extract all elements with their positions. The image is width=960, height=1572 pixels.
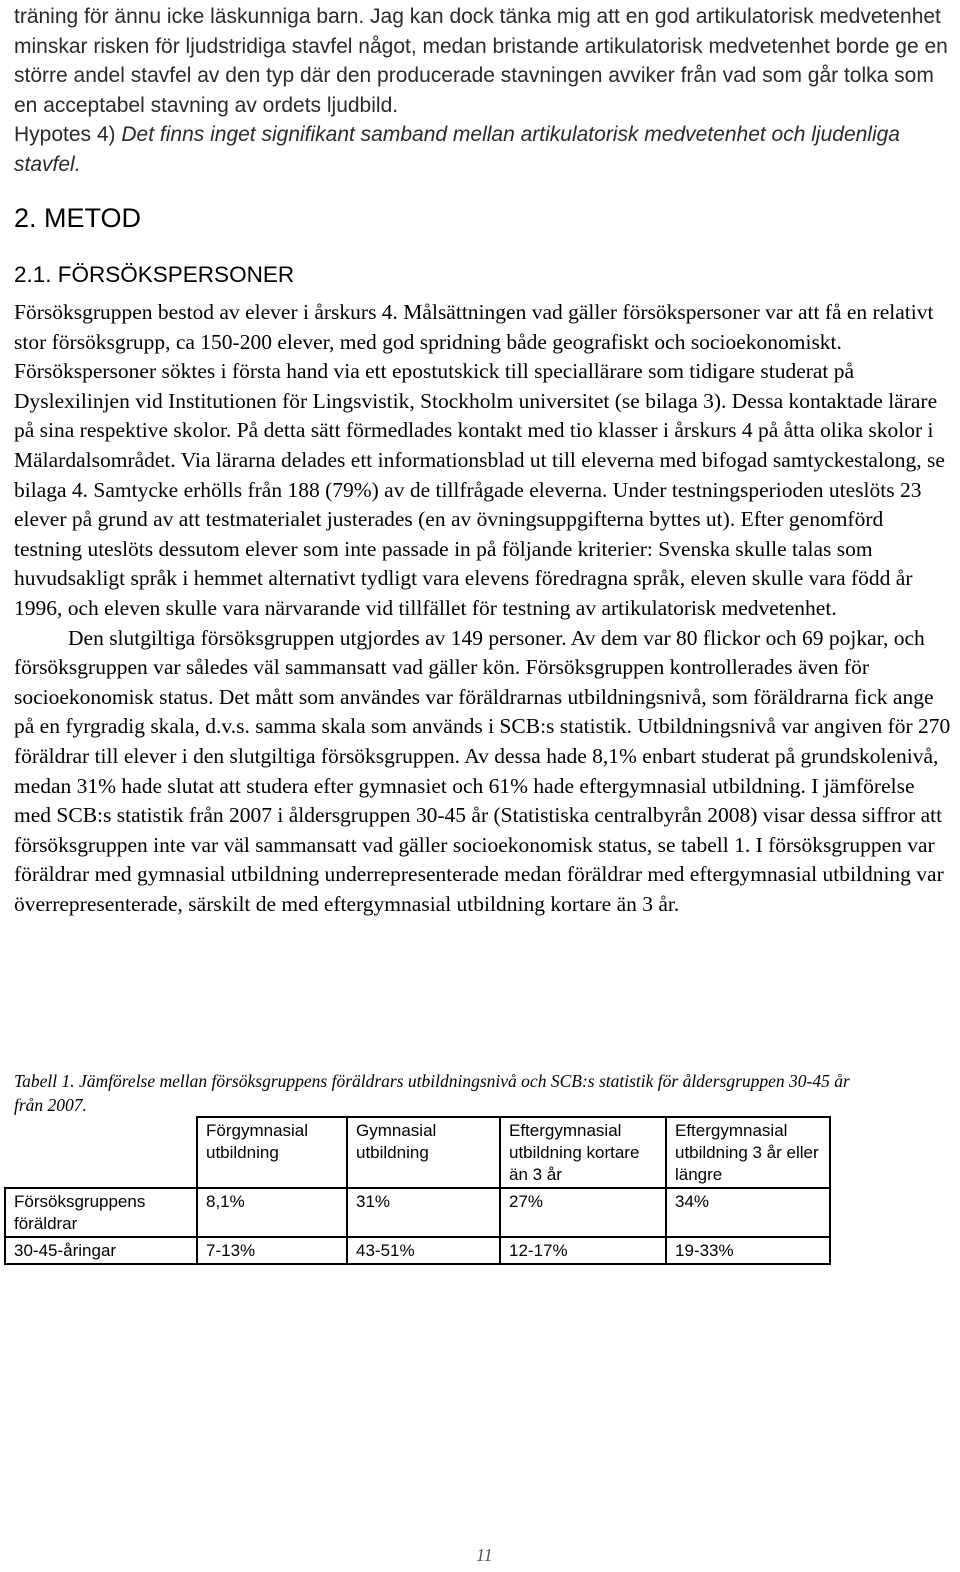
hypothesis-text: Det finns inget signifikant samband mellan artikulatorisk medvetenhet och ljudenliga stavfel.: [14, 123, 900, 176]
intro-paragraph: [14, 2, 954, 179]
table-cell: 12-17%: [500, 1237, 666, 1264]
subsection-heading-subjects: 2.1. FÖRSÖKSPERSONER: [14, 262, 295, 287]
table-cell: 19-33%: [666, 1237, 830, 1264]
body-paragraph-1: Försöksgruppen bestod av elever i årskurs 4. Målsättningen vad gäller försökspersoner var att få en relativt stor försöksgrupp, ca 150-200 elever, med god spridning både geografiskt och socioekonomiskt. Försökspersoner söktes i första hand via ett epostutskick till speciallärare som tidigare studerat på Dyslexilinjen vid Institutionen för Lingsvistik, Stockholm universitet (se bilaga 3). Dessa kontaktade lärare på sina respektive skolor. På detta sätt förmedlades kontakt med tio klasser i årskurs 4 på åtta olika skolor i Mälardalsområdet. Via lärarna delades ett informationsblad ut till eleverna med bifogad samtyckestalong, se bilaga 4. Samtycke erhölls från 188 (79%) av de tillfrågade eleverna. Under testningsperioden uteslöts 23 elever på grund av att testmaterialet justerades (en av övningsuppgifterna byttes ut). Efter genomförd testning uteslöts dessutom elever som inte passade in på följande kriterier: Svenska skulle talas som huvudsakligt språk i hemmet alternativt tydligt vara elevens föredragna språk, eleven skulle vara född år 1996, och eleven skulle vara närvarande vid tillfället för testning av artikulatorisk medvetenhet.: [14, 300, 945, 620]
table-row: [5, 1188, 830, 1237]
body-paragraph-2: Den slutgiltiga försöksgruppen utgjordes av 149 personer. Av dem var 80 flickor och 69 pojkar, och försöksgruppen var således väl sammansatt vad gäller kön. Försöksgruppen kontrollerades även för socioekonomisk status. Det mått som användes var föräldrarnas utbildningsnivå, som föräldrarna fick ange på en fyrgradig skala, d.v.s. samma skala som används i SCB:s statistik. Utbildningsnivå var angiven för 270 föräldrar till elever i den slutgiltiga försöksgruppen. Av dessa hade 8,1% enbart studerat på grundskolenivå, medan 31% hade slutat att studera efter gymnasiet och 61% hade eftergymnasial utbildning. I jämförelse med SCB:s statistik från 2007 i åldersgruppen 30-45 år (Statistiska centralbyrån 2008) visar dessa siffror att försöksgruppen inte var väl sammansatt vad gäller socioekonomisk status, se tabell 1. I försöksgruppen var föräldrar med gymnasial utbildning underrepresenterade medan föräldrar med eftergymnasial utbildning var överrepresenterade, särskilt de med eftergymnasial utbildning kortare än 3 år.: [14, 625, 951, 916]
education-comparison-table: [4, 1116, 831, 1265]
intro-text: träning för ännu icke läskunniga barn. Jag kan dock tänka mig att en god artikulatorisk medvetenhet minskar risken för ljudstridiga stavfel något, medan bristande artikulatorisk medvetenhet borde ge en större andel stavfel av den typ där den producerade stavningen avviker från vad som går tolka som en acceptabel stavning av ordets ljudbild.: [14, 5, 948, 117]
table-cell: 7-13%: [197, 1237, 347, 1264]
table-header-cell: [5, 1117, 197, 1188]
table-header-cell: Gymnasial utbildning: [347, 1117, 500, 1188]
table-caption: Tabell 1. Jämförelse mellan försöksgruppens föräldrars utbildningsnivå och SCB:s statistik för åldersgruppen 30-45 år från 2007.: [14, 1071, 850, 1115]
body-text: [14, 298, 956, 919]
table-row: [5, 1237, 830, 1264]
table-row-label: 30-45-åringar: [5, 1237, 197, 1264]
hypothesis-4: [14, 120, 954, 179]
table-header-cell: Eftergymnasial utbildning 3 år eller längre: [666, 1117, 830, 1188]
table-cell: 43-51%: [347, 1237, 500, 1264]
table-header-cell: Förgymnasial utbildning: [197, 1117, 347, 1188]
hypothesis-label: Hypotes 4): [14, 123, 122, 146]
table-cell: 8,1%: [197, 1188, 347, 1237]
page-number: 11: [476, 1545, 493, 1565]
table-cell: 34%: [666, 1188, 830, 1237]
table-cell: 27%: [500, 1188, 666, 1237]
section-heading-method: 2. METOD: [14, 203, 142, 233]
table-header-row: [5, 1117, 830, 1188]
table-header-cell: Eftergymnasial utbildning kortare än 3 år: [500, 1117, 666, 1188]
table-cell: 31%: [347, 1188, 500, 1237]
table-row-label: Försöksgruppens föräldrar: [5, 1188, 197, 1237]
